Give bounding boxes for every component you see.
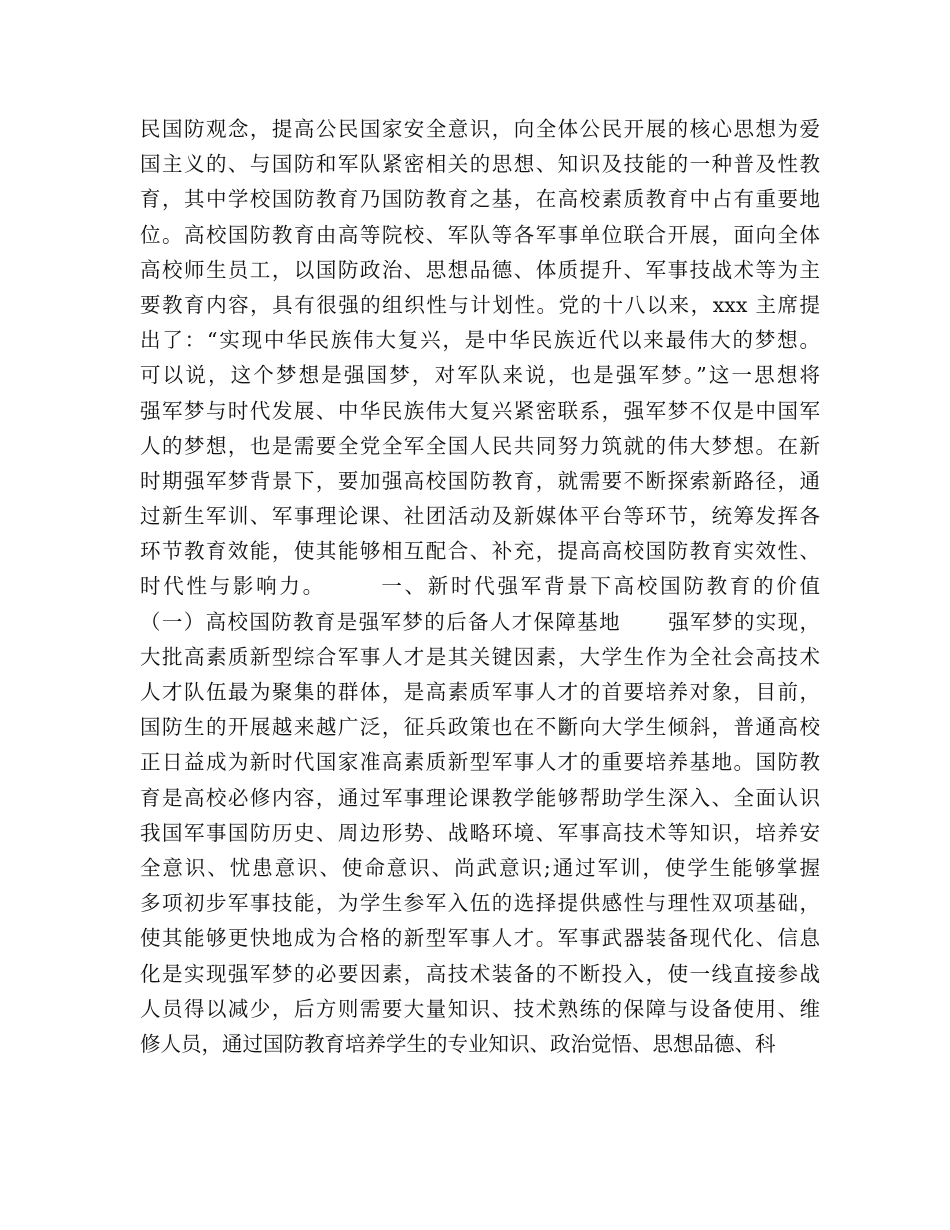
text-line: 正日益成为新时代国家准高素质新型军事人才的重要培养基地。国防教 [140, 750, 820, 775]
text-line: 民国防观念，提高公民国家安全意识，向全体公民开展的核心思想为爱 [140, 117, 820, 141]
body-text [140, 112, 820, 1062]
text-line: 人员得以减少，后方则需要大量知识、技术熟练的保障与设备使用、维 [140, 996, 820, 1021]
text-line: 可以说，这个梦想是强国梦，对军队来说，也是强军梦。”这一思想将 [140, 363, 820, 388]
text-line: 时代性与影响力。 一、新时代强军背景下高校国防教育的价值 [140, 574, 820, 599]
text-line: 我国军事国防历史、周边形势、战略环境、军事高技术等知识，培养安 [140, 820, 820, 845]
text-line: 环节教育效能，使其能够相互配合、补充，提高高校国防教育实效性、 [140, 539, 820, 564]
text-line: 育，其中学校国防教育乃国防教育之基，在高校素质教育中占有重要地 [140, 187, 820, 212]
text-line: 强军梦与时代发展、中华民族伟大复兴紧密联系，强军梦不仅是中国军 [140, 398, 820, 423]
text-line: 化是实现强军梦的必要因素，高技术装备的不断投入，使一线直接参战 [140, 961, 820, 986]
text-line: 位。高校国防教育由高等院校、军队等各军事单位联合开展，面向全体 [140, 222, 820, 247]
text-line: 修人员，通过国防教育培养学生的专业知识、政治觉悟、思想品德、科 [140, 1031, 776, 1056]
text-line: 大批高素质新型综合军事人才是其关键因素，大学生作为全社会高技术 [140, 644, 820, 669]
text-line: 时期强军梦背景下，要加强高校国防教育，就需要不断探索新路径，通 [140, 468, 820, 493]
text-line: 国防生的开展越来越广泛，征兵政策也在不斷向大学生倾斜，普通高校 [140, 715, 820, 740]
text-line: 全意识、忧患意识、使命意识、尚武意识;通过军训，使学生能够掌握 [140, 855, 820, 880]
text-line: 过新生军训、军事理论课、社团活动及新媒体平台等环节，统筹发挥各 [140, 504, 820, 529]
text-line: 国主义的、与国防和军队紧密相关的思想、知识及技能的一种普及性教 [140, 152, 820, 177]
text-line: 要教育内容，具有很强的组织性与计划性。党的十八以来，xxx 主席提 [140, 292, 820, 317]
text-line: 高校师生员工，以国防政治、思想品德、体质提升、军事技战术等为主 [140, 257, 820, 282]
text-line: 多项初步军事技能，为学生参军入伍的选择提供感性与理性双项基础， [140, 891, 820, 916]
text-line: 人的梦想，也是需要全党全军全国人民共同努力筑就的伟大梦想。在新 [140, 433, 820, 458]
text-line: 使其能够更快地成为合格的新型军事人才。军事武器装备现代化、信息 [140, 926, 820, 951]
text-line: 人才队伍最为聚集的群体，是高素质军事人才的首要培养对象，目前， [140, 680, 820, 704]
text-line: 育是高校必修内容，通过军事理论课教学能够帮助学生深入、全面认识 [140, 785, 820, 810]
text-line: （一）高校国防教育是强军梦的后备人才保障基地 强军梦的实现， [140, 609, 820, 634]
text-line: 出了：“实现中华民族伟大复兴，是中华民族近代以来最伟大的梦想。 [140, 328, 820, 353]
